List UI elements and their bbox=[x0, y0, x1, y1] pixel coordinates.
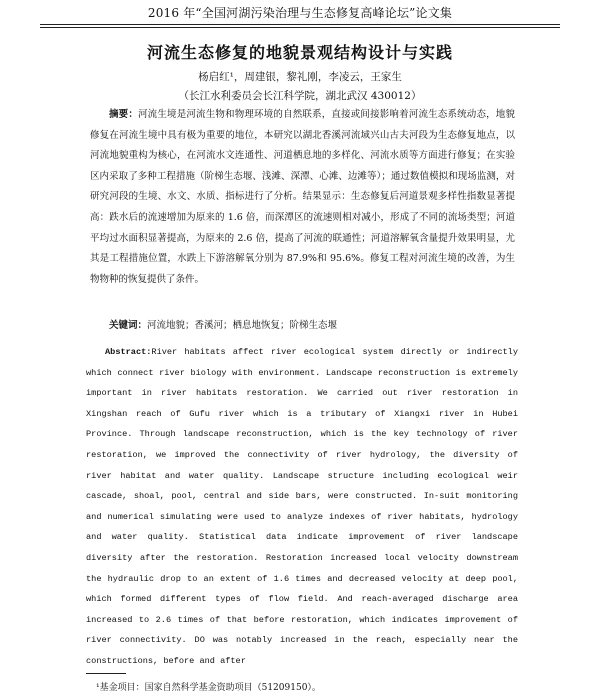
author-list: 杨启红¹，周建银，黎礼刚，李凌云，王家生 bbox=[198, 71, 402, 83]
keywords-text: 河流地貌；香溪河；栖息地恢复；阶梯生态堰 bbox=[147, 320, 338, 331]
abstract-chinese-label: 摘要： bbox=[109, 109, 139, 120]
abstract-chinese bbox=[90, 105, 515, 290]
abstract-english-label: Abstract: bbox=[105, 347, 152, 357]
footnote-divider bbox=[86, 673, 126, 674]
paper-title: 河流生态修复的地貌景观结构设计与实践 bbox=[146, 43, 453, 62]
abstract-chinese-text: 河流生境是河流生物和物理环境的自然联系，直接或间接影响着河流生态系统动态，地貌修复在河流生境中具有极为重要的地位，本研究以湖北香溪河流域兴山古夫河段为生态修复地点，以河流地貌重构为核心，在河流水文连通性、河道栖息地的多样化、河流水质等方面进行修复；在实验区内采取了多种工程措施（阶梯生态堰、浅滩、深潭、心滩、边滩等）；通过数值模拟和现场监测，对研究河段的生境、水文、水质、指标进行了分析。结果显示：生态修复后河道景观多样性指数显著提高：跌水后的流速增加为原来的 1.6 倍，而深潭区的流速则相对减小，形成了不同的流场类型；河道平均过水面积显著提高，为原来的 2.6 倍，提高了河流的联通性；河道溶解氧含量提升效果明显，尤其是工程措施位置，水跌上下游溶解氧分别为 87.9%和 95.6%。修复工程对河流生境的改善，为生物物种的恢复提供了条件。 bbox=[90, 109, 515, 285]
abstract-english bbox=[86, 342, 518, 672]
affiliation: （长江水利委员会长江科学院，湖北武汉 430012） bbox=[178, 90, 422, 102]
abstract-english-text: River habitats affect river ecological system directly or indirectly which connect river biology with environment. Landscape reconstruction is extremely important in river habitats restoration. We carried out river restoration in Xingshan reach of Gufu river which is a tributary of Xiangxi river in Hubei Province. Through landscape reconstruction, which is the key technology of river restoration, we improved the connectivity of river hydrology, the diversity of river habitat and water quality. Landscape structure including ecological weir cascade, shoal, pool, central and side bars, were constructed. In-suit monitoring and numerical simulating were used to analyze indexes of river habitats, hydrology and water quality. Statistical data indicate improvement of river landscape diversity after the restoration. Restoration increased local velocity downstream the hydraulic drop to an extent of 1.6 times and decreased velocity at deep pool, which formed different types of flow field. And reach-averaged discharge area increased to 2.6 times of that before restoration, which indicates improvement of river connectivity. DO was notably increased in the reach, especially near the constructions, before and after bbox=[86, 347, 518, 666]
keywords bbox=[90, 317, 520, 331]
header-divider bbox=[40, 24, 560, 28]
keywords-label: 关键词： bbox=[109, 320, 148, 331]
running-header: 2016 年“全国河湖污染治理与生态修复高峰论坛”论文集 bbox=[147, 6, 453, 20]
footnote: ¹基金项目：国家自然科学基金资助项目（51209150）。 bbox=[96, 683, 321, 693]
